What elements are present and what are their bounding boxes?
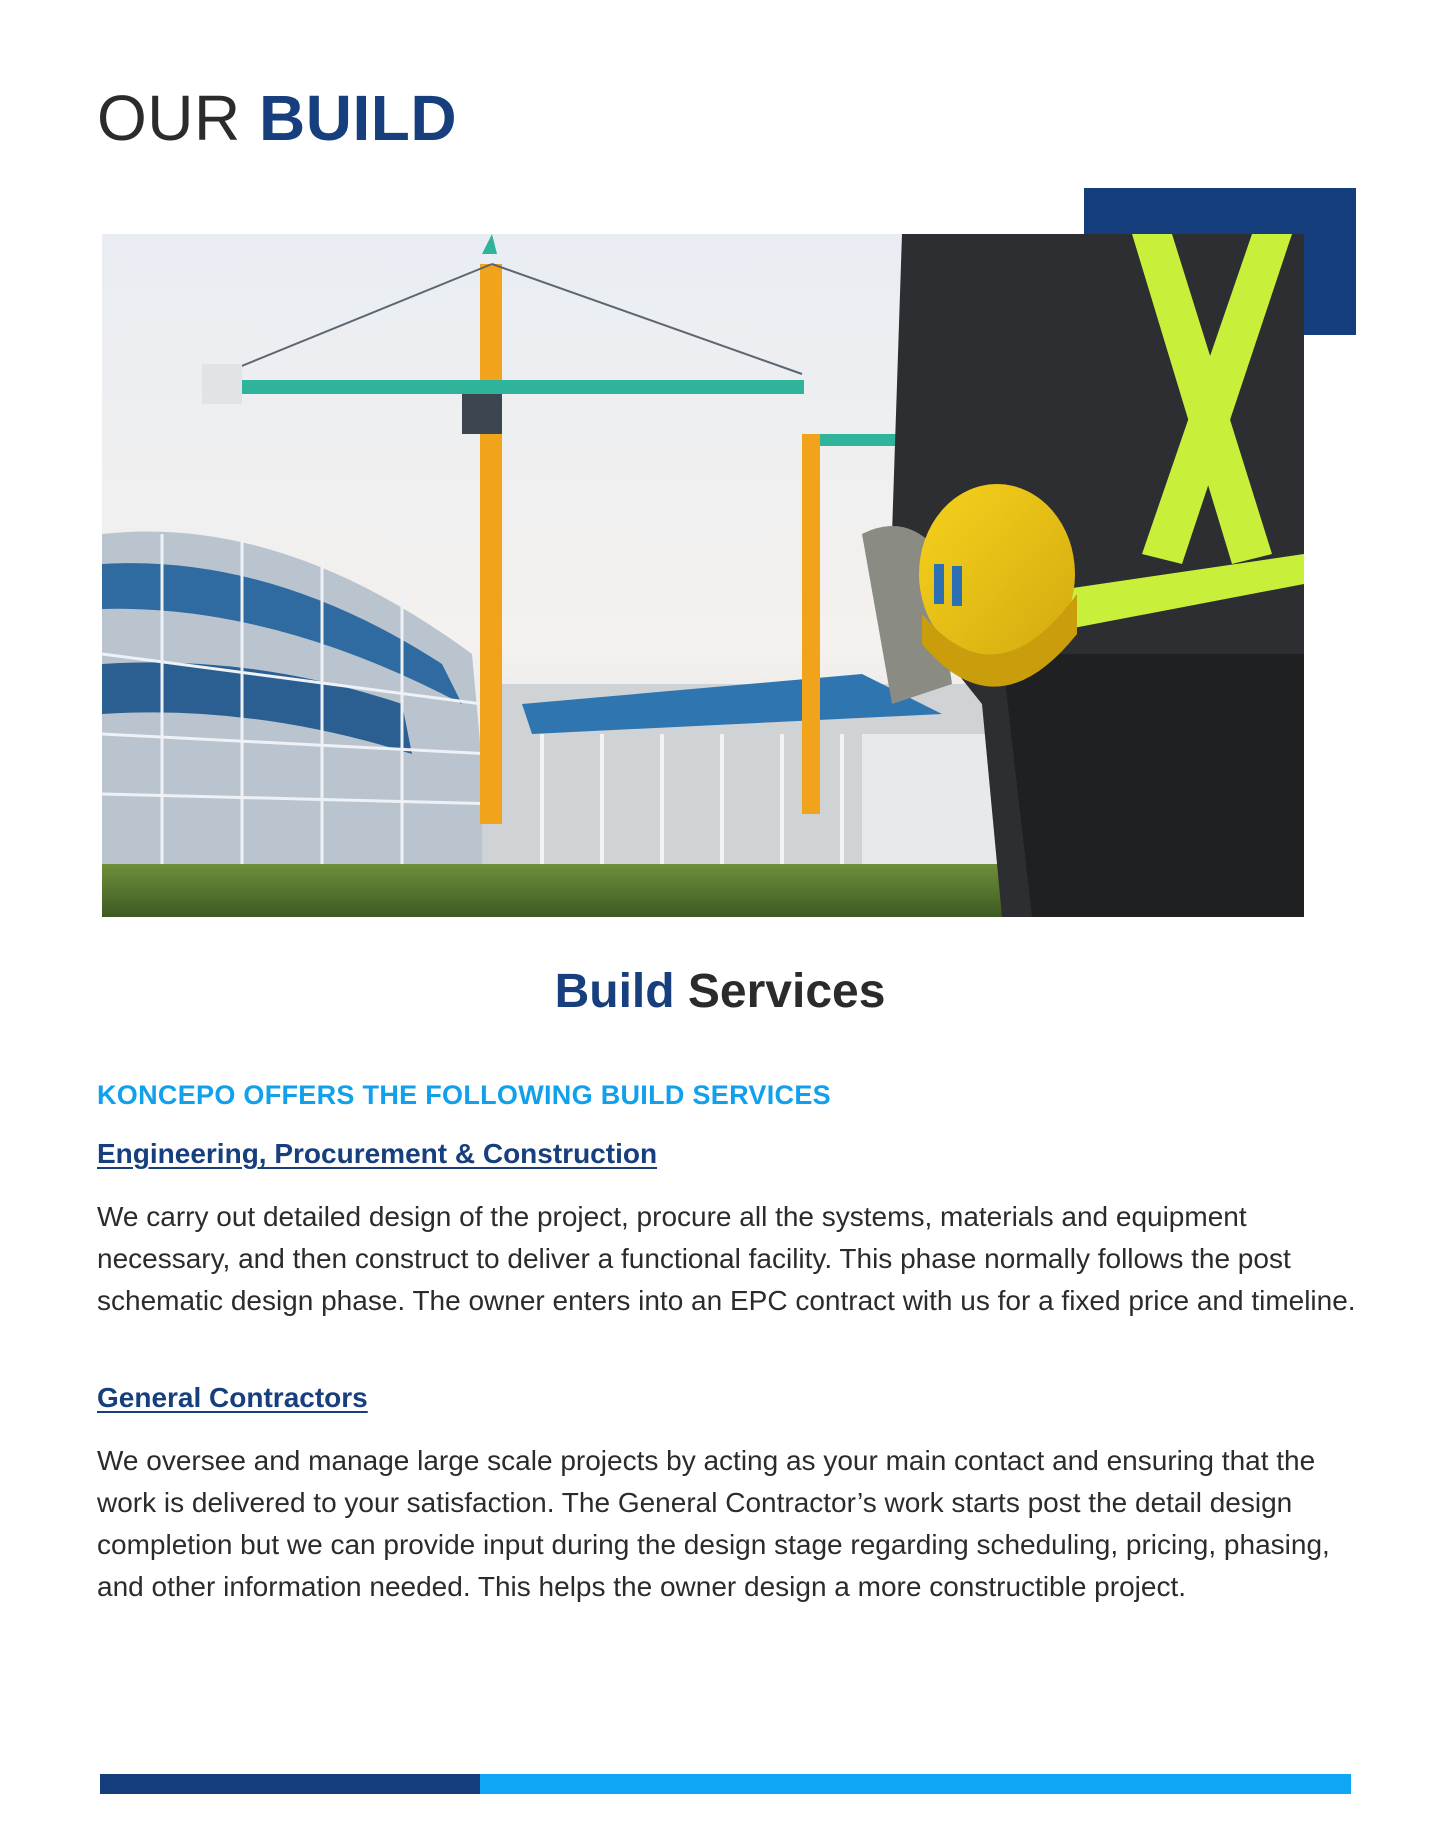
services-intro: KONCEPO OFFERS THE FOLLOWING BUILD SERVICES xyxy=(97,1080,831,1110)
page-title-prefix: OUR xyxy=(97,82,241,154)
service-heading-epc[interactable]: Engineering, Procurement & Construction xyxy=(97,1138,658,1169)
service-body-epc: We carry out detailed design of the project, procure all the systems, materials and equipment necessary, and then construct to deliver a functional facility. This phase normally follows the post schematic design phase. The owner enters into an EPC contract with us for a fixed price and timeline. xyxy=(97,1201,1356,1316)
hero-image xyxy=(102,234,1304,917)
section-title xyxy=(0,962,1440,1022)
footer-bar-dark xyxy=(100,1774,480,1794)
service-heading-general-contractors[interactable]: General Contractors xyxy=(97,1382,368,1413)
footer-bar-light xyxy=(480,1774,1351,1794)
page-title-accent: BUILD xyxy=(259,82,458,154)
page-title xyxy=(97,78,457,158)
section-title-rest: Services xyxy=(687,965,886,1018)
section-title-accent: Build xyxy=(554,965,675,1018)
service-body-general-contractors: We oversee and manage large scale projects by acting as your main contact and ensuring that the work is delivered to your satisfaction. The General Contractor’s work starts post the detail design completion but we can provide input during the design stage regarding scheduling, pricing, phasing, and other information needed. This helps the owner design a more constructible project. xyxy=(97,1445,1330,1602)
